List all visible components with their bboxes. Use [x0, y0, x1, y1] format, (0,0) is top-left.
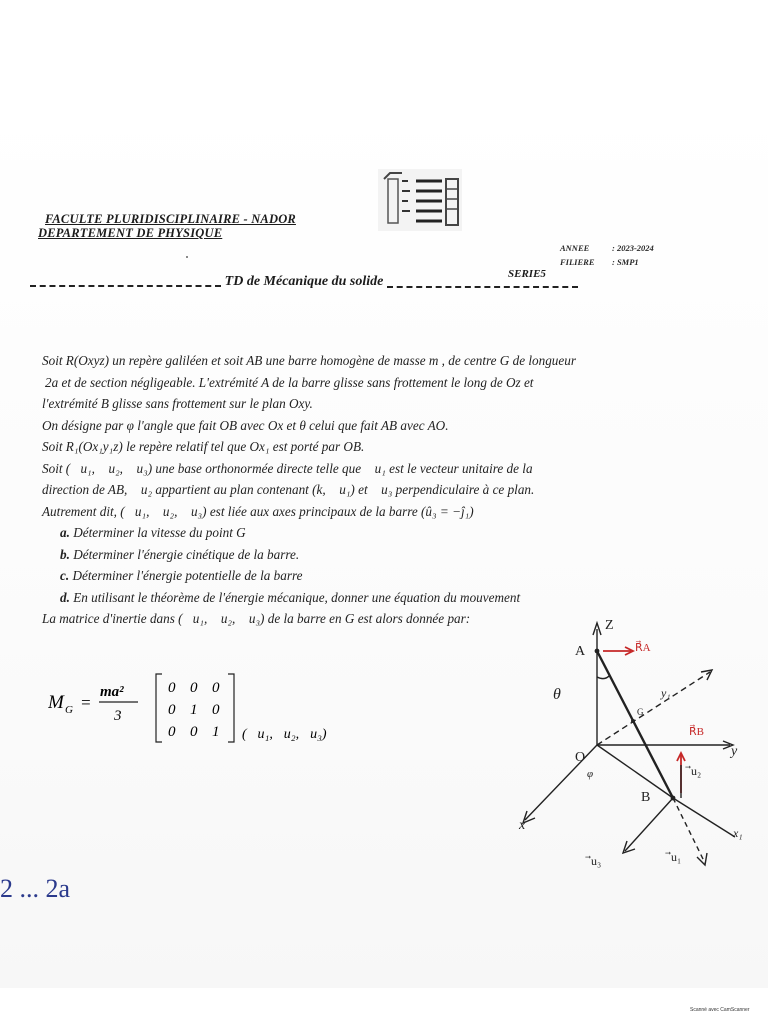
question-b-label: b. [60, 546, 70, 562]
formula-basis: (⃗u₁,⃗u₂,⃗u₃) [242, 727, 327, 742]
question-a [60, 522, 742, 544]
statement-line-7: direction de AB, ⃗u₂ appartient au plan contenant (k, ⃗u₁) et ⃗u₃ perpendiculaire à ce plan. [42, 482, 535, 497]
label-x: x [519, 818, 526, 833]
label-ra: R⃗A [635, 642, 651, 654]
series-label: SERIE5 [508, 268, 546, 280]
question-d-text: En utilisant le théorème de l'énergie mécanique, donner une équation du mouvement [73, 589, 521, 605]
year-label: ANNEE [560, 243, 590, 253]
matrix-bracket-right [228, 674, 234, 742]
statement-line-8: Autrement dit, (⃗u₁, ⃗u₂, ⃗u₃) est liée aux axes principaux de la barre (û₃ = −ĵ₁) [42, 503, 474, 519]
label-phi: φ [587, 768, 594, 780]
statement-line-6: Soit (⃗u₁, ⃗u₂, ⃗u₃) une base orthonormée directe telle que ⃗u₁ est le vecteur unitaire de la [42, 460, 533, 476]
question-list [42, 522, 742, 608]
point-a [595, 649, 600, 654]
label-u3: ⃗u₃ [591, 854, 602, 868]
question-b-text: Déterminer l'énergie cinétique de la barre. [73, 546, 300, 562]
title-dash-left [30, 285, 221, 287]
statement-line-4: On désigne par φ l'angle que fait OB avec Ox et θ celui que fait AB avec AO. [42, 417, 449, 433]
filiere-row [560, 255, 710, 269]
point-b [671, 796, 676, 801]
y1-axis-arrow [701, 670, 712, 680]
question-b [60, 544, 742, 566]
year-row [560, 241, 710, 255]
statement-line-3: l'extrémité B glisse sans frottement sur le plan Oxy. [42, 396, 313, 411]
matrix-bracket-left [156, 674, 162, 742]
label-g: G [637, 707, 644, 717]
question-a-text: Déterminer la vitesse du point G [73, 525, 246, 540]
formula-equals: = [80, 693, 92, 712]
ob-segment [597, 745, 673, 798]
department-header [38, 226, 222, 240]
year-value: : 2023-2024 [612, 243, 654, 253]
label-theta: θ [553, 686, 561, 703]
matrix-cell: 0 [168, 680, 176, 696]
u1-arrow [697, 853, 707, 865]
question-d-label: d. [60, 589, 70, 605]
question-d [60, 587, 742, 609]
formula-lhs-sub: G [65, 704, 73, 716]
inertia-matrix-formula [48, 672, 348, 752]
formula-lhs: M [48, 692, 64, 713]
faculty-header [45, 212, 296, 226]
label-y: y [731, 744, 738, 759]
matrix-cell: 0 [168, 702, 176, 718]
question-c-label: c. [60, 568, 70, 583]
filiere-value: : SMP1 [612, 257, 639, 267]
question-c-text: Déterminer l'énergie potentielle de la barre [72, 568, 303, 583]
matrix-cell: 0 [190, 680, 198, 696]
matrix-cell: 0 [190, 724, 198, 740]
matrix-cell: 0 [212, 680, 220, 696]
title-dash-right [387, 286, 578, 288]
statement-line-5: Soit R₁(Ox₁y₁z) le repère relatif tel que Ox₁ est porté par OB. [42, 439, 365, 454]
label-o: O [575, 750, 586, 765]
title-line [30, 274, 578, 290]
matrix-cell: 0 [168, 724, 176, 740]
matrix-cell: 1 [190, 702, 198, 718]
question-a-label: a. [60, 525, 70, 540]
faculty-logo [376, 165, 464, 235]
u3-direction [625, 798, 673, 851]
label-u2: ⃗u₂ [691, 764, 702, 778]
point-g [631, 719, 635, 723]
speck [186, 256, 188, 258]
label-b: B [641, 790, 651, 805]
label-rb: R⃗B [689, 726, 704, 738]
bar-geometry-figure [505, 615, 755, 875]
statement-line-9: La matrice d'inertie dans (⃗u₁, ⃗u₂, ⃗u₃) de la barre en G est alors donnée par: [42, 611, 471, 626]
formula-denominator: 3 [114, 708, 122, 724]
question-c [60, 565, 742, 587]
document-title: TD de Mécanique du solide [224, 274, 384, 289]
matrix-cells [168, 680, 220, 740]
x-axis [525, 745, 597, 820]
meta-block [560, 241, 710, 269]
department-name: DEPARTEMENT DE PHYSIQUE [38, 226, 223, 240]
problem-statement [42, 350, 742, 630]
statement-line-2: 2a et de section négligeable. L'extrémité A de la barre glisse sans frottement le long de Oz et [45, 374, 534, 390]
handwritten-note: 2 ... 2a [0, 874, 71, 903]
statement-line-1: Soit R(Oxyz) un repère galiléen et soit AB une barre homogène de masse m , de centre G de longueur [42, 353, 576, 368]
scanner-stamp: Scanné avec CamScanner [690, 1007, 750, 1013]
label-z: Z [605, 618, 614, 633]
matrix-cell: 0 [212, 702, 220, 718]
matrix-cell: 1 [212, 724, 220, 740]
label-y1: y₁ [661, 686, 671, 700]
label-x1: x₁ [733, 826, 743, 840]
filiere-label: FILIERE [560, 257, 595, 267]
label-u1: ⃗u₁ [671, 850, 682, 864]
faculty-name: FACULTE PLURIDISCIPLINAIRE - NADOR [45, 212, 296, 226]
bar-ab [597, 651, 673, 798]
theta-arc [597, 675, 610, 679]
label-a: A [575, 644, 586, 659]
formula-numerator: ma² [100, 684, 124, 700]
